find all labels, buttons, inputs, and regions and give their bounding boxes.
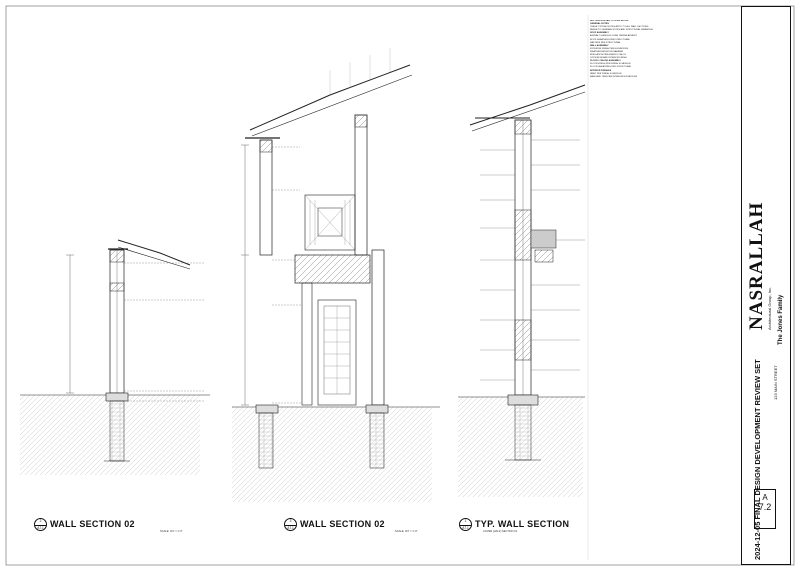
note-line: ROOF SHEATHING PER STRUCTURAL [590,38,630,41]
firm-name: NASRALLAH [746,201,767,330]
detail-bubble-2 [284,518,297,531]
project-address: 123 MAIN STREET [773,365,778,400]
typ-wall-section-right [458,85,585,497]
note-line: BASE AND TRIM PER INTERIOR ELEVATIONS [590,75,638,78]
drawing-title-3: TYP. WALL SECTION [475,519,570,529]
wall-section-02-middle [232,48,440,502]
notes-section-title: FLOOR / CEILING ASSEMBLY [590,60,621,63]
notes-heading: SECTION & DETAIL TYPICAL NOTES [590,20,629,22]
notes-section-title: INTERIOR FINISHES [590,69,612,72]
set-title: 2024-12-05 FINAL DESIGN DEVELOPMENT REVIEW SET [753,359,762,560]
note-line: INSULATION PER ENERGY CALCS [590,54,626,57]
note-line: PAINT PER FINISH SCHEDULE [590,72,622,75]
notes-section-title: ROOF ASSEMBLY [590,32,609,35]
note-line: THESE TYPICAL NOTES APPLY TO ALL WALL SECTIONS [590,26,649,29]
sheet-reference: A7.1 [287,525,294,530]
firm-subtitle: Architectural Group, Inc. [767,286,772,330]
sheet-number-box [754,489,776,529]
sheet-reference: A7.1 [462,525,469,530]
notes-section-title: WALL ASSEMBLY [590,44,609,47]
general-notes [590,20,740,558]
note-line: RAFTERS PER STRUCTURAL [590,41,621,44]
notes-section-title: GENERAL NOTES [590,23,609,26]
detail-number: 2 [35,519,46,526]
note-line: EXTERIOR FINISH PER ELEVATIONS [590,47,629,50]
sheet-number: 7.2 [758,502,772,512]
drawing-scale-3: COVER (HALF) SECTION 01 [483,530,518,533]
drawing-title-1: WALL SECTION 02 [50,519,135,529]
project-name: The Jones Family [778,294,784,345]
note-line: FLOOR FINISH PER FINISH SCHEDULE [590,63,631,66]
drawing-scale-1: SCALE: 3/4" = 1'-0" [160,530,183,533]
drawing-title-2: WALL SECTION 02 [300,519,385,529]
drawing-scale-2: SCALE: 3/4" = 1'-0" [395,530,418,533]
note-line: GYPSUM BOARD INTERIOR FINISH [590,57,627,60]
note-line: REFER TO GENERAL NOTES AND STRUCTURAL DRAWINGS [590,29,653,32]
sheet-prefix: A [762,493,768,502]
detail-number: 3 [285,519,296,526]
note-line: FLOOR SHEATHING PER STRUCTURAL [590,66,632,69]
detail-number: 1 [460,519,471,526]
detail-bubble-3 [459,518,472,531]
wall-section-02-left [20,240,210,475]
detail-bubble-1 [34,518,47,531]
note-line: ASPHALT SHINGLES OVER UNDERLAYMENT [590,35,637,38]
sheet-reference: A7.1 [37,525,44,530]
note-line: WEATHER RESISTIVE BARRIER [590,50,624,53]
